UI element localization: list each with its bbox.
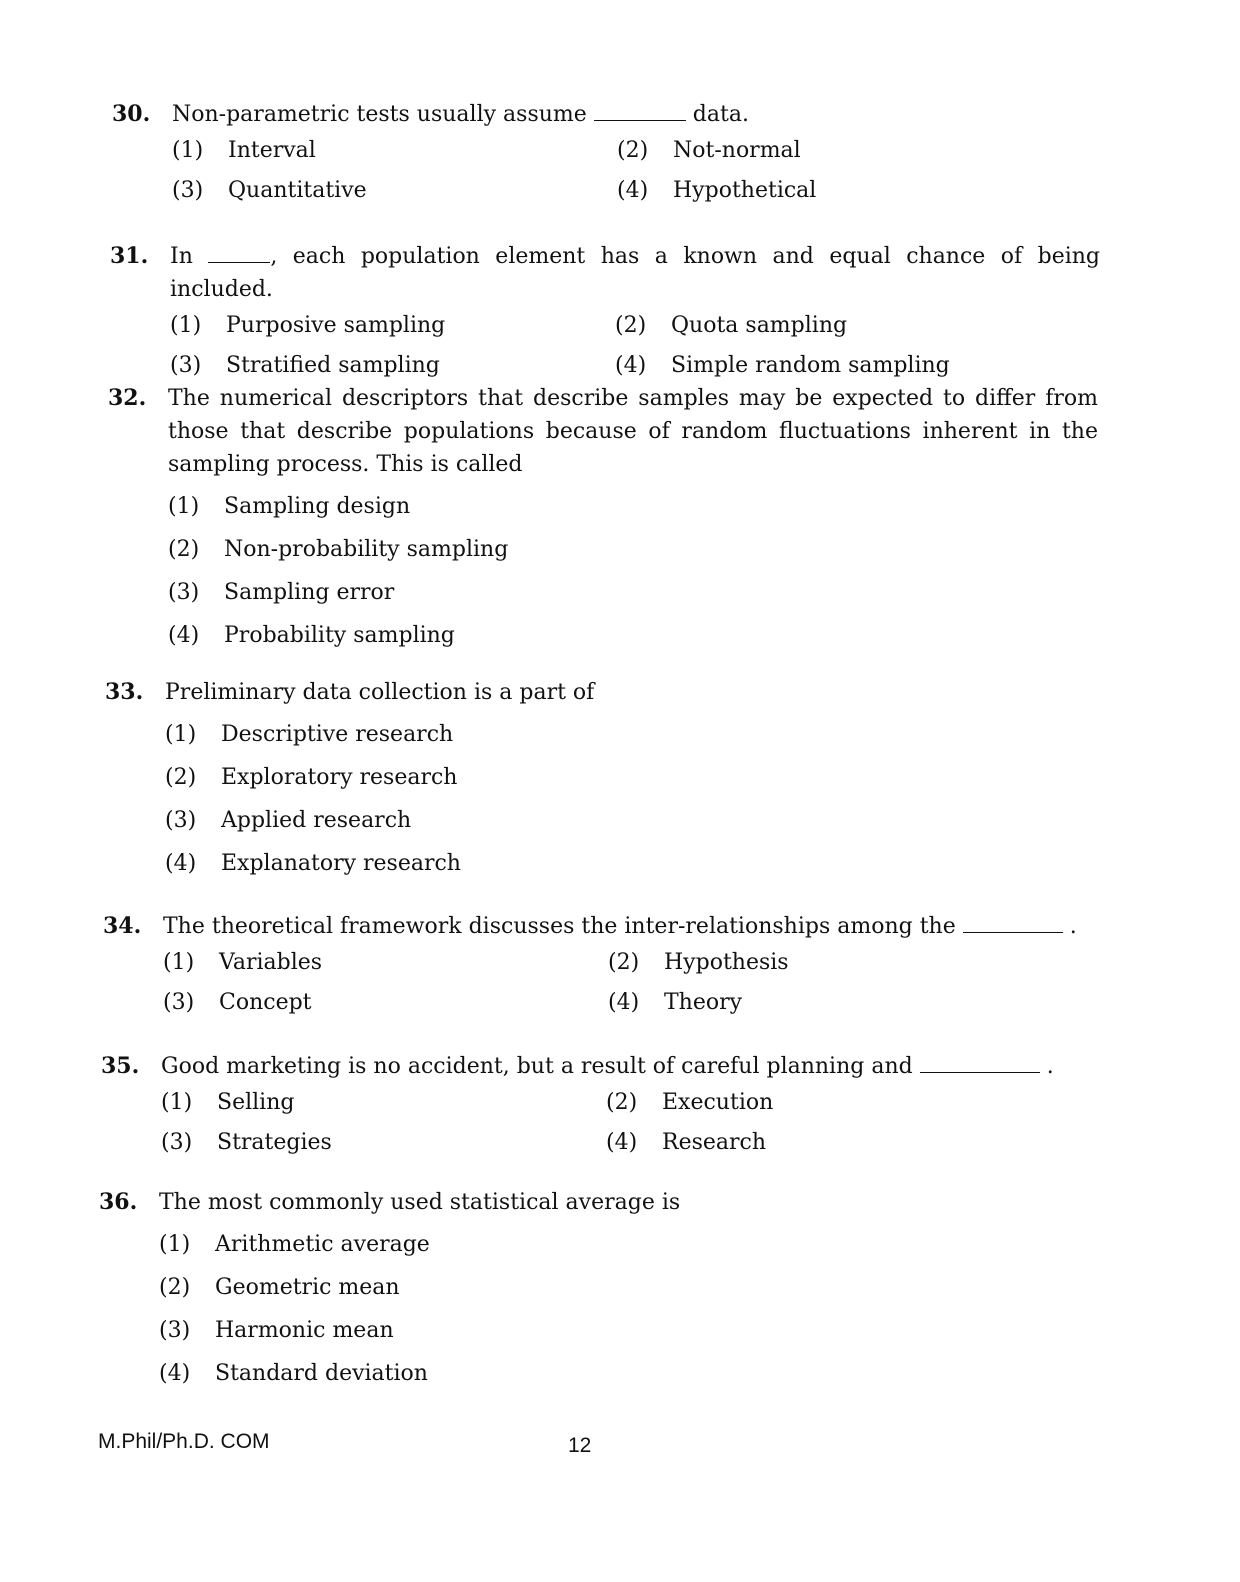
option-4: (4) Simple random sampling xyxy=(615,353,950,378)
question-number: 31. xyxy=(110,243,149,269)
question-text: Non-parametric tests usually assume data. xyxy=(172,102,749,127)
options xyxy=(172,135,1102,207)
option-4: (4) Research xyxy=(606,1130,767,1155)
question-text: In , each population element has a known and equal chance of being included. xyxy=(170,244,1100,302)
options xyxy=(163,947,1093,1019)
question-number: 34. xyxy=(103,913,142,939)
question-text: The numerical descriptors that describe samples may be expected to differ from those that describe populations because of random fluctuations inherent in the sampling process. This is called xyxy=(168,386,1098,477)
question-text: Good marketing is no accident, but a result of careful planning and . xyxy=(161,1054,1054,1079)
option-4: (4) Hypothetical xyxy=(617,178,817,203)
option-3: (3) Applied research xyxy=(165,808,412,833)
question-33 xyxy=(105,676,1095,891)
options xyxy=(170,310,1100,382)
question-number: 33. xyxy=(105,679,144,705)
option-4: (4) Probability sampling xyxy=(168,623,455,648)
question-text: The most commonly used statistical average is xyxy=(159,1190,681,1215)
question-36 xyxy=(99,1186,1089,1401)
option-2: (2) Exploratory research xyxy=(165,765,458,790)
question-number: 32. xyxy=(108,385,147,411)
options xyxy=(165,719,1095,880)
option-1: (1) Interval xyxy=(172,138,316,163)
option-1: (1) Descriptive research xyxy=(165,722,454,747)
page-number: 12 xyxy=(568,1434,592,1457)
option-3: (3) Harmonic mean xyxy=(159,1318,394,1343)
option-1: (1) Sampling design xyxy=(168,494,411,519)
option-3: (3) Sampling error xyxy=(168,580,395,605)
options xyxy=(168,491,1098,652)
question-34 xyxy=(103,910,1093,1019)
options xyxy=(159,1229,1089,1390)
question-text: Preliminary data collection is a part of xyxy=(165,680,595,705)
option-2: (2) Quota sampling xyxy=(615,313,848,338)
answer-blank xyxy=(920,1056,1040,1073)
option-3: (3) Quantitative xyxy=(172,178,367,203)
question-number: 36. xyxy=(99,1189,138,1215)
option-4: (4) Theory xyxy=(608,990,743,1015)
question-31 xyxy=(110,240,1100,382)
course-code: M.Phil/Ph.D. COM xyxy=(98,1430,270,1453)
option-3: (3) Strategies xyxy=(161,1130,332,1155)
option-2: (2) Execution xyxy=(606,1090,774,1115)
option-1: (1) Variables xyxy=(163,950,323,975)
question-30 xyxy=(112,98,1102,207)
question-text: The theoretical framework discusses the inter-relationships among the . xyxy=(163,914,1077,939)
question-35 xyxy=(101,1050,1091,1159)
option-1: (1) Selling xyxy=(161,1090,295,1115)
option-3: (3) Concept xyxy=(163,990,312,1015)
option-4: (4) Explanatory research xyxy=(165,851,461,876)
answer-blank xyxy=(963,916,1063,933)
option-1: (1) Purposive sampling xyxy=(170,313,446,338)
option-4: (4) Standard deviation xyxy=(159,1361,428,1386)
answer-blank xyxy=(208,246,270,263)
answer-blank xyxy=(594,104,686,121)
option-2: (2) Not-normal xyxy=(617,138,801,163)
question-32 xyxy=(108,382,1098,663)
option-2: (2) Hypothesis xyxy=(608,950,789,975)
question-number: 30. xyxy=(112,101,151,127)
option-1: (1) Arithmetic average xyxy=(159,1232,430,1257)
question-number: 35. xyxy=(101,1053,140,1079)
option-3: (3) Stratified sampling xyxy=(170,353,440,378)
option-2: (2) Geometric mean xyxy=(159,1275,400,1300)
options xyxy=(161,1087,1091,1159)
option-2: (2) Non-probability sampling xyxy=(168,537,509,562)
